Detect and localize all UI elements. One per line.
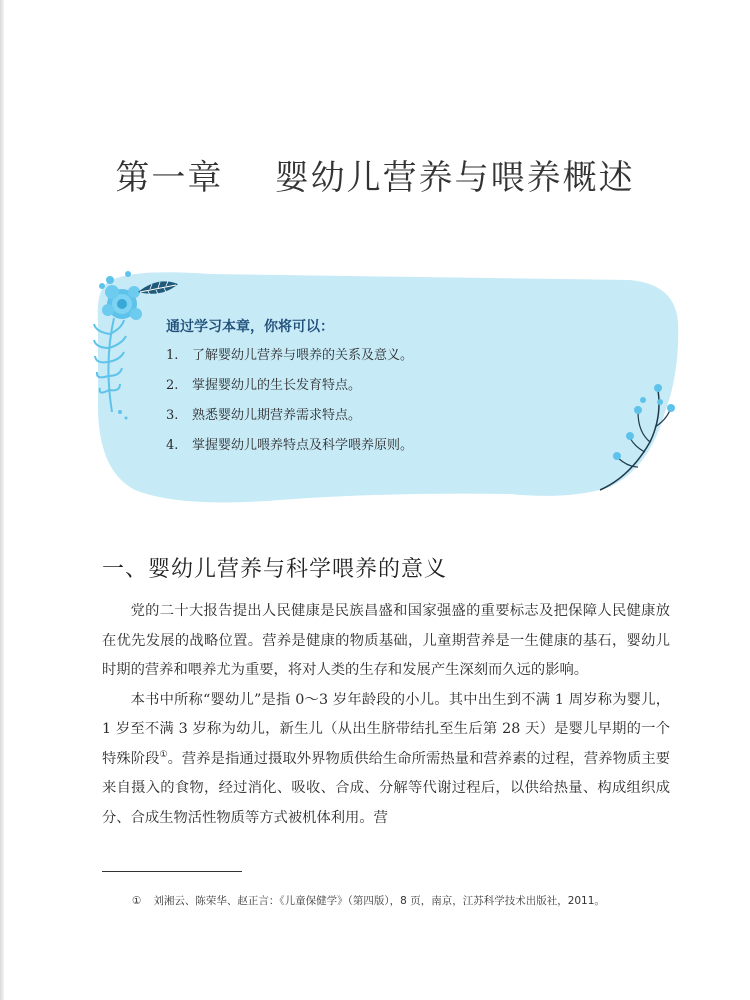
paragraph (102, 686, 670, 834)
paragraph-text: 。营养是指通过摄取外界物质供给生命所需热量和营养素的过程，营养物质主要来自摄入的食物，经过消化、吸收、合成、分解等代谢过程后，以供给热量、构成组织成分、合成生物活性物质等方式被机体利用。营 (102, 750, 671, 826)
objective-text: 了解婴幼儿营养与喂养的关系及意义。 (192, 348, 414, 363)
footnote-marker: ① (132, 895, 142, 907)
footnote (132, 893, 692, 908)
paragraph-text: 本书中所称“婴幼儿”是指 0～3 岁年龄段的小儿。其中出生到不满 1 周岁称为婴儿，1 岁至不满 3 岁称为幼儿，新生儿（从出生脐带结扎至生后第 28 天）是婴儿早期的一个特殊阶段 (102, 691, 670, 767)
objective-text: 掌握婴幼儿喂养特点及科学喂养原则。 (192, 438, 414, 453)
objective-item (166, 346, 646, 366)
objective-number: 1. (166, 348, 179, 363)
footnote-divider (102, 871, 242, 872)
objective-item (166, 436, 646, 456)
objective-item (166, 406, 646, 426)
learning-objectives (166, 316, 646, 466)
section-title: 一、婴幼儿营养与科学喂养的意义 (102, 557, 448, 582)
objective-number: 4. (166, 438, 179, 453)
objective-item (166, 376, 646, 396)
objective-number: 2. (166, 378, 179, 393)
objective-text: 掌握婴幼儿的生长发育特点。 (192, 378, 362, 393)
footnote-text: 刘湘云、陈荣华、赵正言：《儿童保健学》（第四版），8 页，南京，江苏科学技术出版社，2011。 (153, 895, 605, 907)
body-text (102, 597, 670, 833)
objective-text: 熟悉婴幼儿期营养需求特点。 (192, 408, 362, 423)
objective-number: 3. (166, 408, 179, 423)
objectives-heading: 通过学习本章，你将可以： (166, 319, 334, 335)
chapter-title: 第一章 婴幼儿营养与喂养概述 (115, 158, 635, 198)
footnote-reference[interactable]: ① (159, 749, 168, 760)
paragraph: 党的二十大报告提出人民健康是民族昌盛和国家强盛的重要标志及把保障人民健康放在优先发展的战略位置。营养是健康的物质基础，儿童期营养是一生健康的基石，婴幼儿时期的营养和喂养尤为重要，将对人类的生存和发展产生深刻而久远的影响。 (102, 603, 670, 678)
